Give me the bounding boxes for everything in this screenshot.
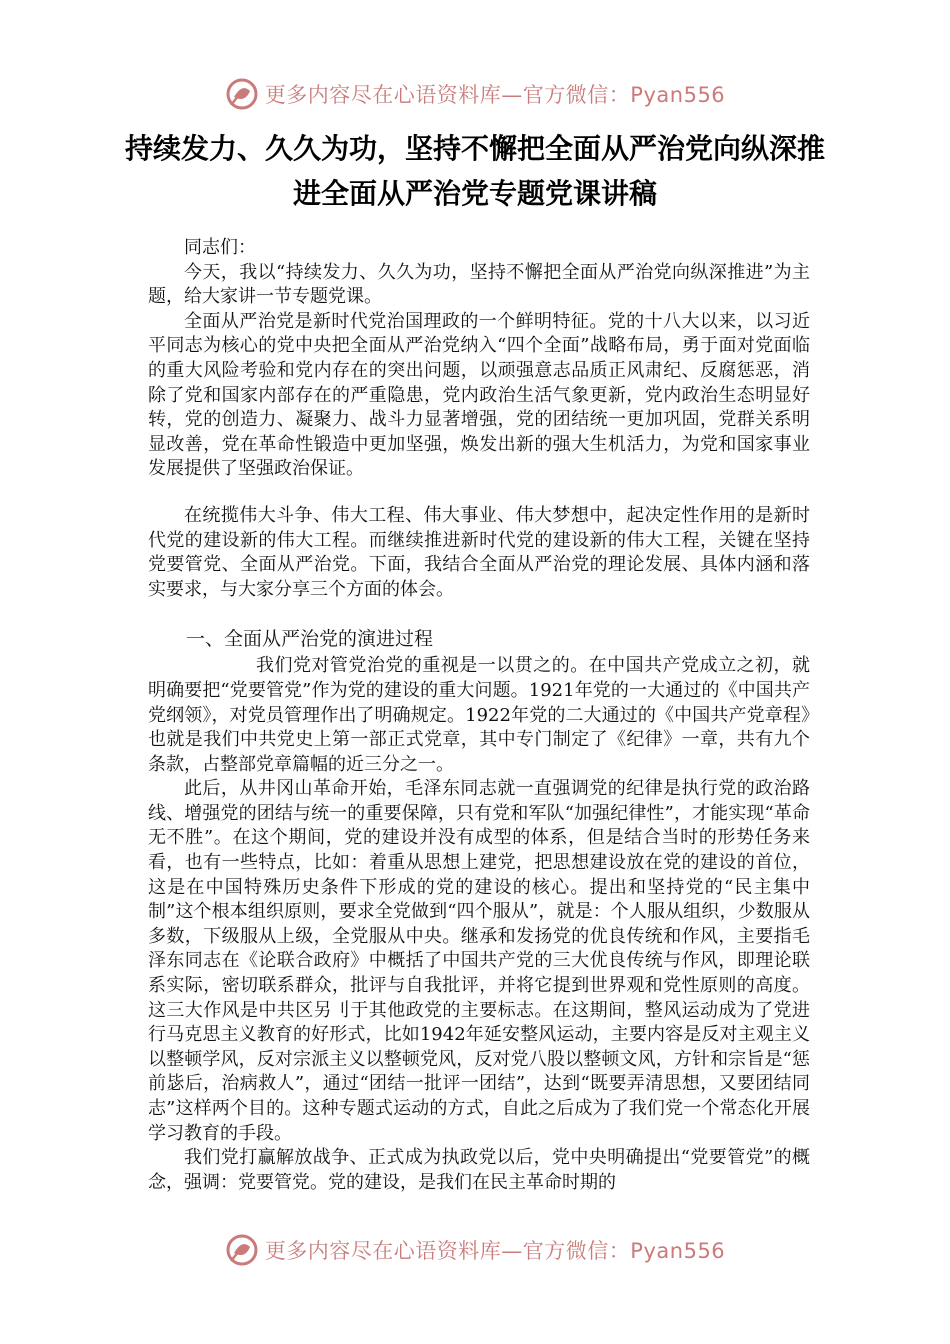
paragraph: 全面从严治党是新时代党治国理政的一个鲜明特征。党的十八大以来，以习近平同志为核心的党中央把全面从严治党纳入“四个全面”战略布局，勇于面对党面临的重大风险考验和党内存在的突出问题，以顽强意志品质正风肃纪、反腐惩恶，消除了党和国家内部存在的严重隐患，党内政治生活气象更新，党内政治生态明显好转，党的创造力、凝聚力、战斗力显著增强，党的团结统一更加巩固，党群关系明显改善，党在革命性锻造中更加坚强，焕发出新的强大生机活力，为党和国家事业发展提供了坚强政治保证。 xyxy=(148,310,810,480)
watermark-logo-icon xyxy=(225,77,259,111)
watermark-logo-icon xyxy=(225,1233,259,1267)
watermark-footer xyxy=(0,1228,950,1272)
salutation: 同志们： xyxy=(184,237,256,258)
paragraph: 此后，从井冈山革命开始，毛泽东同志就一直强调党的纪律是执行党的政治路线、增强党的团结与统一的重要保障，只有党和军队“加强纪律性”，才能实现“革命无不胜”。在这个期间，党的建设并没有成型的体系，但是结合当时的形势任务来看，也有一些特点，比如：着重从思想上建党，把思想建设放在党的建设的首位，这是在中国特殊历史条件下形成的党的建设的核心。提出和坚持党的“民主集中制”这个根本组织原则，要求全党做到“四个服从”，就是：个人服从组织，少数服从多数，下级服从上级，全党服从中央。继承和发扬党的优良传统和作风，主要指毛泽东同志在《论联合政府》中概括了中国共产党的三大优良传统与作风，即理论联系实际，密切联系群众，批评与自我批评，并将它提到世界观和党性原则的高度。这三大作风是中共区另刂于其他政党的主要标志。在这期间，整风运动成为了党进行马克思主义教育的好形式，比如1942年延安整风运动，主要内容是反对主观主义以整顿学风，反对宗派主义以整顿党风，反对党八股以整顿文风，方针和宗旨是“惩前毖后，治病救人”，通过“团结一批评一团结”，达到“既要弄清思想，又要团结同志”这样两个目的。这种专题式运动的方式，自此之后成为了我们党一个常态化开展学习教育的手段。 xyxy=(148,778,810,1144)
paragraph: 我们党对管党治党的重视是一以贯之的。在中国共产党成立之初，就明确要把“党要管党”作为党的建设的重大问题。1921年党的一大通过的《中国共产党纲领》，对党员管理作出了明确规定。1922年党的二大通过的《中国共产党章程》也就是我们中共党史上第一部正式党章，其中专门制定了《纪律》一章，共有九个条款，占整部党章篇幅的近三分之一。 xyxy=(148,655,810,775)
watermark-text: 更多内容尽在心语资料库—官方微信：Pyan556 xyxy=(264,83,726,107)
document-body xyxy=(148,236,810,1195)
watermark-text: 更多内容尽在心语资料库—官方微信：Pyan556 xyxy=(264,1239,726,1263)
paragraph: 在统揽伟大斗争、伟大工程、伟大事业、伟大梦想中，起决定性作用的是新时代党的建设新的伟大工程。而继续推进新时代党的建设新的伟大工程，关键在坚持党要管党、全面从严治党。下面，我结合全面从严治党的理论发展、具体内涵和落实要求，与大家分享三个方面的体会。 xyxy=(148,504,810,600)
paragraph: 今天，我以“持续发力、久久为功，坚持不懈把全面从严治党向纵深推进”为主题，给大家讲一节专题党课。 xyxy=(148,261,810,308)
document-title: 持续发力、久久为功，坚持不懈把全面从严治党向纵深推进全面从严治党专题党课讲稿 xyxy=(124,132,825,210)
paragraph: 我们党打赢解放战争、正式成为执政党以后，党中央明确提出“党要管党”的概念，强调：党要管党。党的建设，是我们在民主革命时期的 xyxy=(148,1147,810,1193)
section-heading: 一、全面从严治党的演进过程 xyxy=(186,628,434,651)
watermark-header xyxy=(0,72,950,116)
